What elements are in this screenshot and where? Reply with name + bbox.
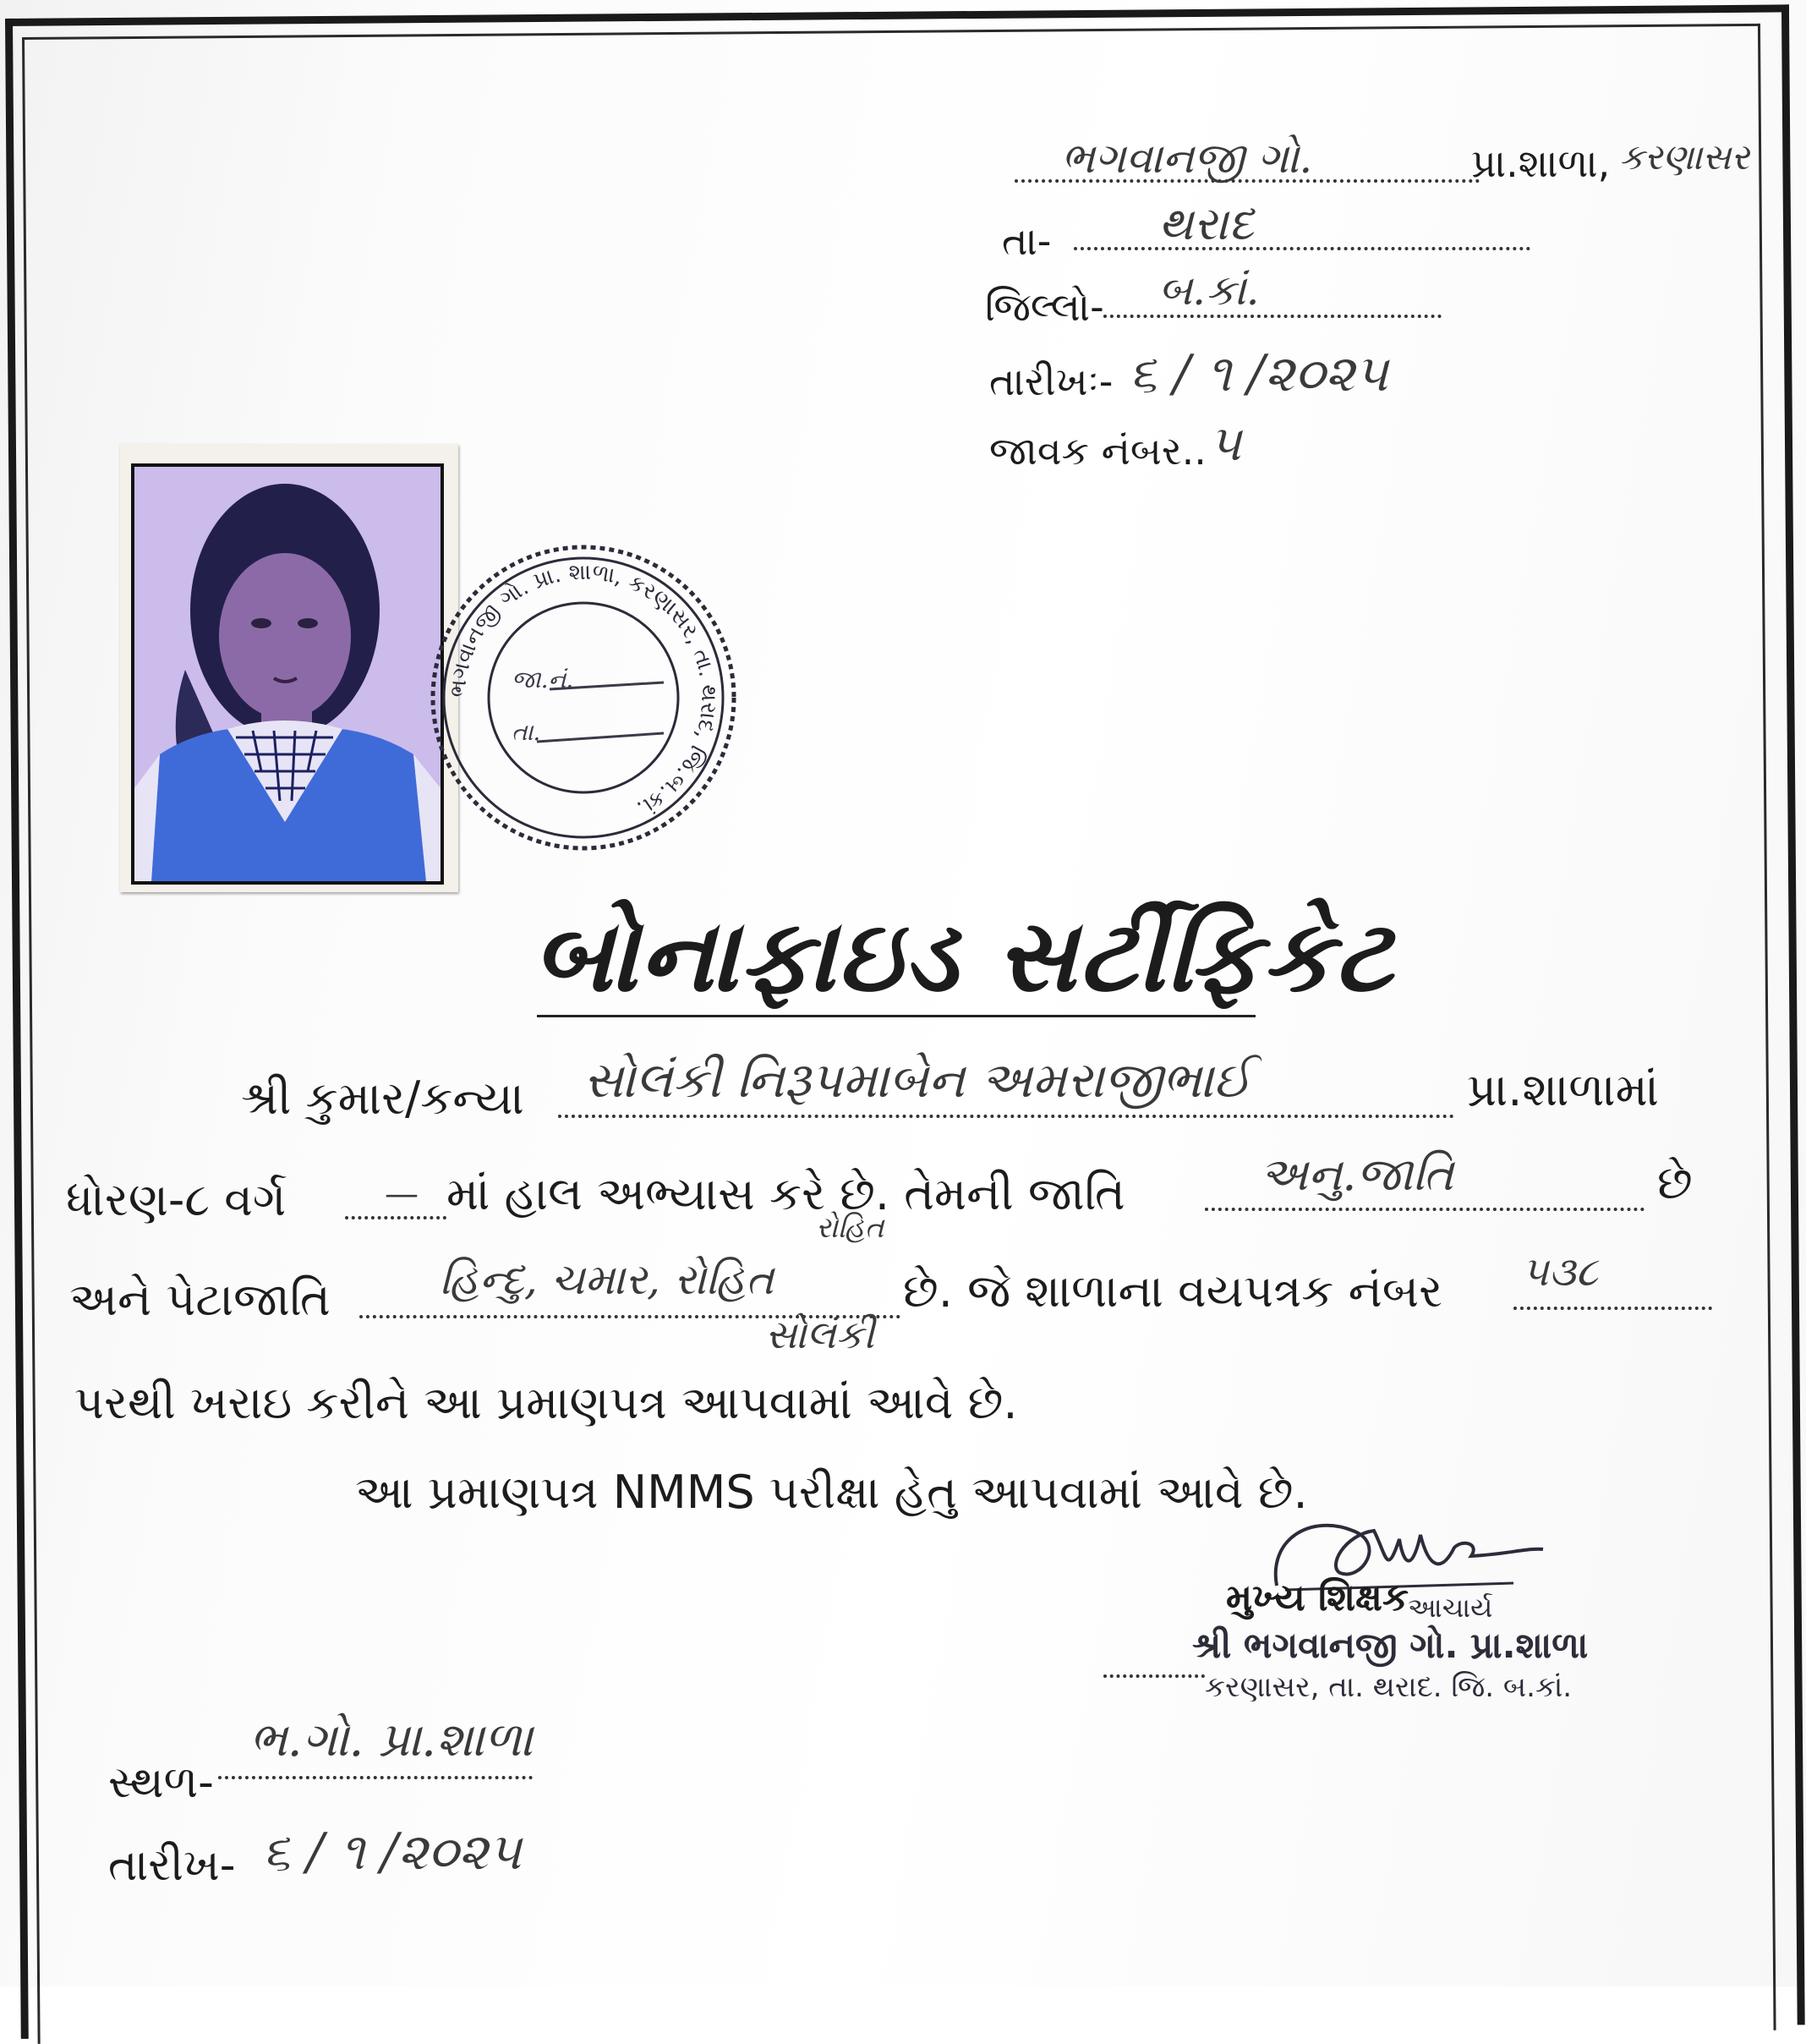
taluka-dotted-line (1074, 247, 1530, 250)
place-handwritten: ભ.ગો. પ્રા.શાળા (249, 1712, 534, 1767)
outward-number-handwritten: ૫ (1209, 414, 1242, 472)
school-suffix: પ્રા.શાળા, (1471, 140, 1611, 186)
caste-handwritten: અનુ.જાતિ (1260, 1148, 1454, 1201)
certificate-title: બોનાફાઇડ સર્ટીફિકેટ (533, 896, 1394, 1014)
class-division-handwritten: — (385, 1175, 419, 1214)
subcaste-correction-below: સોલંકી (765, 1312, 875, 1357)
school-round-stamp (423, 537, 744, 858)
student-name-handwritten: સોલંકી નિરૂપમાબેન અમરાજીભાઈ (583, 1051, 1252, 1109)
place-dotted-line (218, 1776, 533, 1779)
footer-date-label: તારીખ- (108, 1840, 236, 1891)
district-dotted-line (1103, 315, 1442, 318)
body-line2-prefix: ધોરણ-૮ વર્ગ (66, 1173, 287, 1226)
title-underline (537, 1015, 1256, 1017)
signature-stamp-line1: આચાર્ય (1408, 1592, 1493, 1624)
register-number-handwritten: ૫૩૮ (1522, 1248, 1598, 1296)
headmaster-designation: મુખ્ય શિક્ષક (1226, 1576, 1409, 1619)
district-label: જિલ્લો- (985, 284, 1104, 330)
header-date-label: તારીખઃ- (989, 359, 1114, 404)
body-line1-suffix: પ્રા.શાળામાં (1467, 1063, 1660, 1116)
outward-number-label: જાવક નંબર.. (989, 428, 1207, 474)
body-line3-prefix: અને પેટાજાતિ (69, 1273, 331, 1326)
body-line2-class-dotted (345, 1216, 446, 1219)
signature-dotted-line (1103, 1674, 1205, 1678)
body-line1-dotted (558, 1115, 1454, 1118)
student-photo (131, 463, 444, 885)
body-line3-number-dotted (1513, 1307, 1712, 1310)
round-stamp-graphic (423, 537, 744, 858)
taluka-handwritten: થરાદ (1158, 197, 1254, 250)
round-stamp-inner-line2: તા. (512, 718, 541, 746)
round-stamp-inner-line1: જા.નં. (512, 666, 574, 693)
body-line1-prefix: શ્રી કુમાર/કન્યા (241, 1071, 524, 1125)
header-date-handwritten: ૬ / ૧ /૨૦૨૫ (1129, 344, 1388, 403)
signature-stamp-line3: કરણાસર, તા. થરાદ. જિ. બ.કાં. (1205, 1670, 1573, 1704)
subcaste-handwritten: હિન્દુ, ચમાર, રોહિત (440, 1255, 774, 1304)
round-stamp-ring-text: ભગવાનજી ગો. પ્રા. શાળા, કરણાસર, તા. થરાદ, જિ.બ.કાં. (445, 559, 722, 822)
body-line2-suffix: છે (1657, 1156, 1693, 1209)
student-portrait-image (134, 467, 441, 881)
place-label: સ્થળ- (108, 1757, 214, 1808)
body-line5: આ પ્રમાણપત્ર NMMS પરીક્ષા હેતુ આપવામાં આવે છે. (355, 1466, 1308, 1519)
district-handwritten: બ.કાં. (1158, 266, 1260, 315)
taluka-label: તા- (1002, 218, 1052, 264)
body-line3-middle: છે. જે શાળાના વયપત્રક નંબર (903, 1264, 1443, 1318)
footer-date-handwritten: ૬ / ૧ /૨૦૨૫ (262, 1822, 522, 1882)
subcaste-correction-above: રોહિત (816, 1211, 884, 1245)
body-line4: પરથી ખરાઇ કરીને આ પ્રમાણપત્ર આપવામાં આવે છે. (74, 1376, 1018, 1429)
signature-stamp-line2: શ્રી ભગવાનજી ગો. પ્રા.શાળા (1192, 1625, 1589, 1666)
village-handwritten: કરણાસર (1619, 136, 1750, 178)
body-line2-caste-dotted (1205, 1208, 1645, 1211)
body-line2-middle: માં હાલ અભ્યાસ કરે છે. તેમની જાતિ (446, 1167, 1125, 1220)
school-name-handwritten: ભગવાનજી ગો. (1061, 134, 1313, 183)
